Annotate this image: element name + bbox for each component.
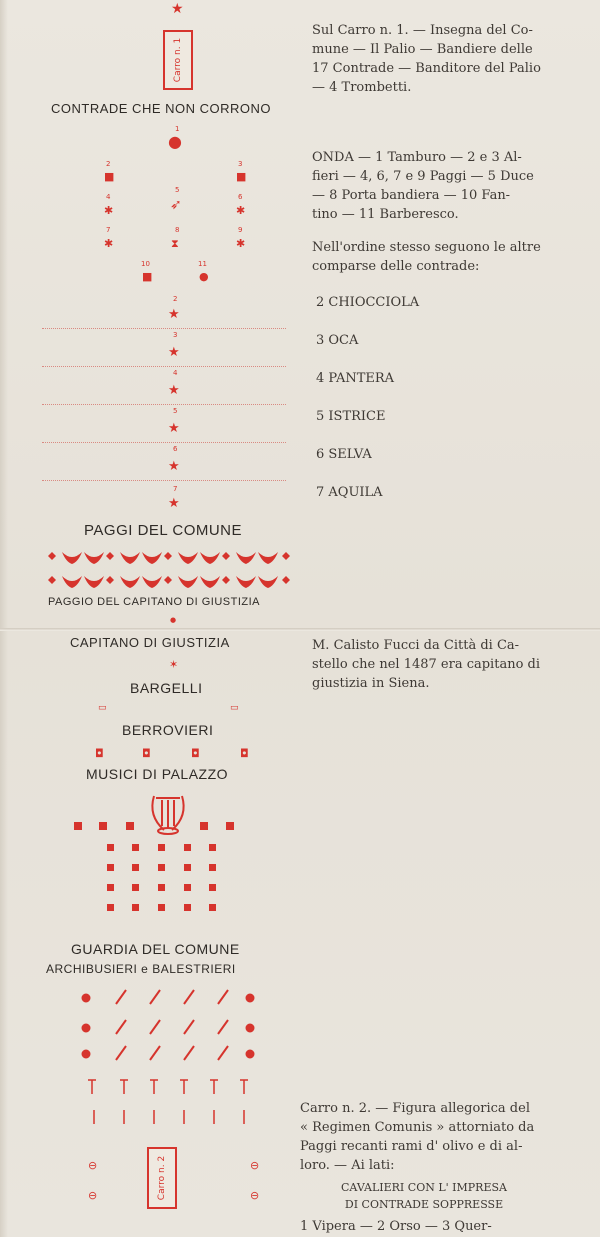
text-line: Sul Carro n. 1. — Insegna del Co- bbox=[312, 23, 533, 38]
column-number: 7 bbox=[173, 485, 178, 493]
guardia-formation bbox=[80, 988, 260, 1138]
contrade-list bbox=[316, 293, 419, 521]
text-line: Carro n. 2. — Figura allegorica del bbox=[300, 1101, 530, 1116]
ordine-description bbox=[312, 238, 541, 276]
drum-icon: ● bbox=[168, 132, 182, 151]
text-line: DI CONTRADE SOPPRESSE bbox=[344, 1198, 504, 1211]
flag-icon: ■ bbox=[104, 170, 115, 183]
onda-number: 3 bbox=[238, 160, 243, 168]
star-icon: ★ bbox=[168, 307, 180, 322]
dotted-separator bbox=[42, 404, 286, 405]
dotted-separator bbox=[42, 442, 286, 443]
berroviere-icon: ◘ bbox=[240, 747, 249, 760]
bargello-icon: ▭ bbox=[98, 703, 107, 713]
cavaliere-icon: ⊖ bbox=[88, 1189, 98, 1202]
flag-icon: ■ bbox=[236, 170, 247, 183]
onda-number: 8 bbox=[175, 226, 180, 234]
page-fold bbox=[0, 628, 600, 631]
text-line: M. Calisto Fucci da Città di Ca- bbox=[312, 638, 520, 653]
page-boy-icon: ✱ bbox=[236, 204, 246, 217]
cavaliere-icon: ⊖ bbox=[250, 1159, 260, 1172]
berroviere-icon: ◘ bbox=[142, 747, 151, 760]
text-line: mune — Il Palio — Bandiere delle bbox=[312, 42, 533, 57]
dotted-separator bbox=[42, 366, 286, 367]
onda-number: 10 bbox=[141, 260, 150, 268]
onda-number: 1 bbox=[175, 125, 180, 133]
star-icon: ★ bbox=[168, 383, 180, 398]
jockey-icon: ■ bbox=[142, 270, 153, 283]
text-line: ONDA — 1 Tamburo — 2 e 3 Al- bbox=[312, 150, 522, 165]
contrada-item: 7 AQUILA bbox=[316, 485, 383, 500]
carro-2-label: Carro n. 2 bbox=[157, 1155, 167, 1201]
star-icon: ★ bbox=[168, 421, 180, 436]
contrada-item: 2 CHIOCCIOLA bbox=[316, 295, 420, 310]
text-line: stello che nel 1487 era capitano di bbox=[312, 657, 541, 672]
text-line: Paggi recanti rami d' olivo e di al- bbox=[300, 1139, 523, 1154]
berrovieri-heading: BERROVIERI bbox=[122, 722, 214, 738]
paggio-heading: PAGGIO DEL CAPITANO DI GIUSTIZIA bbox=[48, 596, 260, 608]
capitano-heading: CAPITANO DI GIUSTIZIA bbox=[70, 635, 230, 650]
last-line: 1 Vipera — 2 Orso — 3 Quer- bbox=[300, 1219, 492, 1234]
star-icon: ★ bbox=[168, 459, 180, 474]
carro1-description bbox=[312, 21, 541, 97]
duce-icon: ➶ bbox=[170, 197, 182, 213]
onda-number: 2 bbox=[106, 160, 111, 168]
bargello-icon: ▭ bbox=[230, 703, 239, 713]
onda-number: 7 bbox=[106, 226, 111, 234]
paggi-heading: PAGGI DEL COMUNE bbox=[84, 522, 243, 539]
carro-1-label: Carro n. 1 bbox=[173, 37, 183, 83]
onda-number: 4 bbox=[106, 193, 111, 201]
berroviere-icon: ◘ bbox=[95, 747, 104, 760]
contrada-item: 3 OCA bbox=[316, 333, 359, 348]
contrada-item: 4 PANTERA bbox=[316, 371, 395, 386]
cavaliere-icon: ⊖ bbox=[250, 1189, 260, 1202]
column-number: 6 bbox=[173, 445, 178, 453]
flag-bearer-icon: ⧗ bbox=[171, 237, 179, 250]
contrada-item: 5 ISTRICE bbox=[316, 409, 386, 424]
page-boy-icon: ✱ bbox=[104, 204, 114, 217]
onda-number: 9 bbox=[238, 226, 243, 234]
carro-2-box bbox=[147, 1147, 177, 1209]
text-line: CAVALIERI CON L' IMPRESA bbox=[341, 1181, 507, 1194]
dotted-separator bbox=[42, 328, 286, 329]
star-icon: ★ bbox=[171, 1, 184, 17]
berroviere-icon: ◘ bbox=[191, 747, 200, 760]
paggio-icon: ● bbox=[170, 616, 177, 624]
musici-heading: MUSICI DI PALAZZO bbox=[86, 766, 229, 782]
paggi-ornaments bbox=[48, 546, 298, 590]
page-boy-icon: ✱ bbox=[104, 237, 114, 250]
text-line: « Regimen Comunis » attorniato da bbox=[300, 1120, 535, 1135]
onda-number: 6 bbox=[238, 193, 243, 201]
dotted-separator bbox=[42, 480, 286, 481]
guardia-heading: GUARDIA DEL COMUNE bbox=[71, 941, 240, 957]
text-line: Nell'ordine stesso seguono le altre bbox=[312, 240, 541, 255]
groom-icon: ● bbox=[199, 270, 209, 283]
onda-number: 5 bbox=[175, 186, 180, 194]
text-line: giustizia in Siena. bbox=[312, 676, 430, 691]
text-line: tino — 11 Barberesco. bbox=[312, 207, 459, 222]
cavaliere-icon: ⊖ bbox=[88, 1159, 98, 1172]
column-number: 4 bbox=[173, 369, 178, 377]
star-icon: ★ bbox=[168, 496, 180, 511]
capitano-icon: ✶ bbox=[169, 658, 179, 671]
musicians-grid bbox=[74, 822, 244, 922]
archi-heading: ARCHIBUSIERI e BALESTRIERI bbox=[46, 962, 236, 976]
capitano-description bbox=[312, 636, 540, 693]
page-shadow bbox=[0, 0, 8, 1237]
column-number: 5 bbox=[173, 407, 178, 415]
column-number: 2 bbox=[173, 295, 178, 303]
star-icon: ★ bbox=[168, 345, 180, 360]
text-line: fieri — 4, 6, 7 e 9 Paggi — 5 Duce bbox=[312, 169, 534, 184]
contrada-item: 6 SELVA bbox=[316, 447, 372, 462]
cavalieri-heading bbox=[324, 1179, 524, 1213]
text-line: — 4 Trombetti. bbox=[312, 80, 412, 95]
column-number: 3 bbox=[173, 331, 178, 339]
text-line: loro. — Ai lati: bbox=[300, 1158, 395, 1173]
text-line: — 8 Porta bandiera — 10 Fan- bbox=[312, 188, 511, 203]
text-line: 17 Contrade — Banditore del Palio bbox=[312, 61, 541, 76]
onda-description bbox=[312, 148, 534, 224]
page-boy-icon: ✱ bbox=[236, 237, 246, 250]
onda-number: 11 bbox=[198, 260, 207, 268]
bargelli-heading: BARGELLI bbox=[130, 680, 203, 696]
carro-1-box bbox=[163, 30, 193, 90]
text-line: comparse delle contrade: bbox=[312, 259, 480, 274]
carro2-description bbox=[300, 1099, 534, 1175]
contrade-heading: CONTRADE CHE NON CORRONO bbox=[51, 101, 272, 116]
